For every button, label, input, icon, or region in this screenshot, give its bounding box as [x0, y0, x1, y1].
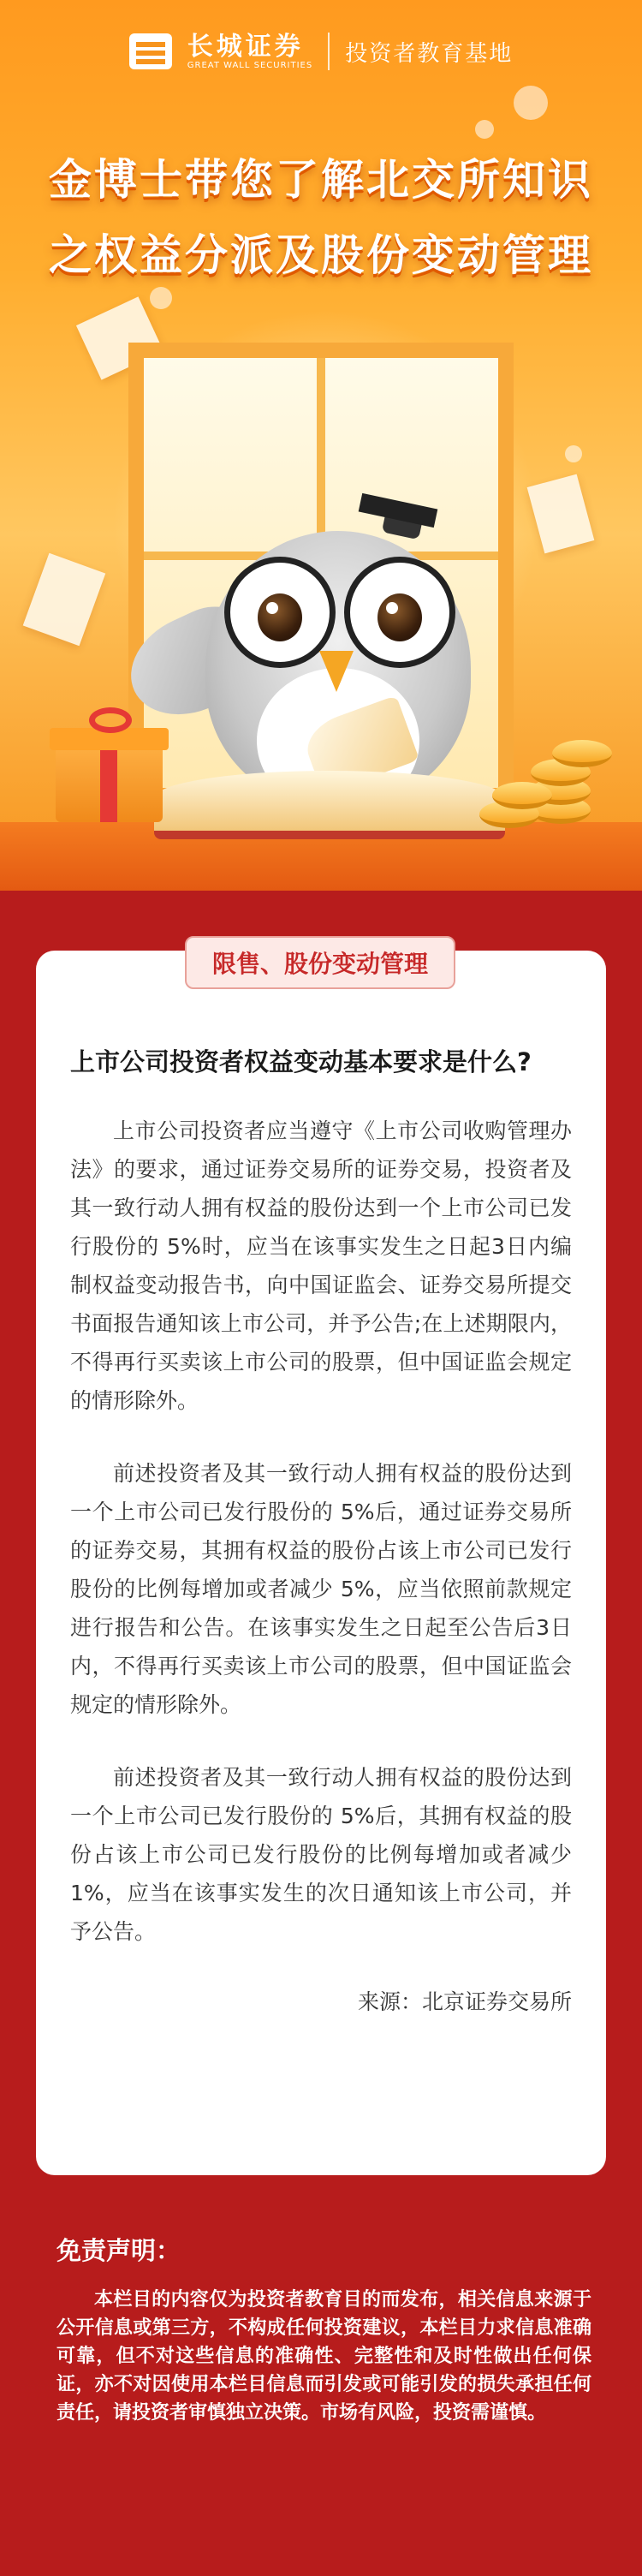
section-tab: 限售、股份变动管理: [185, 936, 455, 989]
bubble-decoration: [150, 287, 172, 309]
hero-title-line2: 之权益分派及股份变动管理: [49, 230, 593, 280]
bubble-decoration: [475, 120, 494, 139]
question-heading: 上市公司投资者权益变动基本要求是什么?: [70, 1047, 532, 1076]
answer-paragraph: 前述投资者及其一致行动人拥有权益的股份达到一个上市公司已发行股份的 5%后，其拥有权益的股份占该上市公司已发行股份的比例每增加或者减少1%，应当在该事实发生的次日通知该上市公司，并予公告。: [70, 1765, 572, 1944]
gift-bow: [89, 707, 132, 733]
owl-eye-right: [344, 557, 455, 668]
header-divider: [328, 33, 330, 70]
bubble-decoration: [514, 86, 548, 120]
disclaimer-section: [56, 2232, 591, 2427]
brand-header: [0, 33, 642, 70]
coin-stack-icon: [492, 782, 552, 809]
coin-stack-icon: [552, 740, 612, 767]
header-subtitle: 投资者教育基地: [345, 40, 514, 67]
open-book-illustration: [154, 771, 505, 839]
brand-logo-text: [187, 33, 312, 70]
source-note: 来源：北京证券交易所: [357, 1989, 572, 2014]
hero-title-line1: 金博士带您了解北交所知识: [49, 155, 593, 205]
answer-paragraph: 前述投资者及其一致行动人拥有权益的股份达到一个上市公司已发行股份的 5%后，通过证券交易所的证券交易，其拥有权益的股份占该上市公司已发行股份的比例每增加或者减少 5%，应当依照前款规定进行报告和公告。在该事实发生之日起至公告后3日内，不得再行买卖该上市公司的股票，但中国证监会规定的情形除外。: [70, 1461, 572, 1717]
brand-name-cn: 长城证券: [187, 31, 304, 62]
owl-beak: [319, 651, 354, 692]
hero-banner: [0, 0, 642, 891]
bubble-decoration: [565, 445, 582, 462]
disclaimer-title: 免责声明：: [56, 2236, 181, 2265]
brand-logo-icon: [129, 33, 172, 69]
disclaimer-text: 本栏目的内容仅为投资者教育目的而发布，相关信息来源于公开信息或第三方，不构成任何投资建议，本栏目力求信息准确可靠，但不对这些信息的准确性、完整性和及时性做出任何保证，亦不对因使用本栏目信息而引发或可能引发的损失承担任何责任，请投资者审慎独立决策。市场有风险，投资需谨慎。: [56, 2289, 591, 2424]
answer-paragraph: 上市公司投资者应当遵守《上市公司收购管理办法》的要求，通过证券交易所的证券交易，投资者及其一致行动人拥有权益的股份达到一个上市公司已发行股份的 5%时，应当在该事实发生之日起3日内编制权益变动报告书，向中国证监会、证券交易所提交书面报告通知该上市公司，并予公告;在上述期限内，不得再行买卖该上市公司的股票，但中国证监会规定的情形除外。: [70, 1118, 572, 1413]
brand-name-en: GREAT WALL SECURITIES: [187, 60, 313, 70]
content-card: [36, 951, 606, 2175]
flying-paper-illustration: [23, 553, 106, 647]
